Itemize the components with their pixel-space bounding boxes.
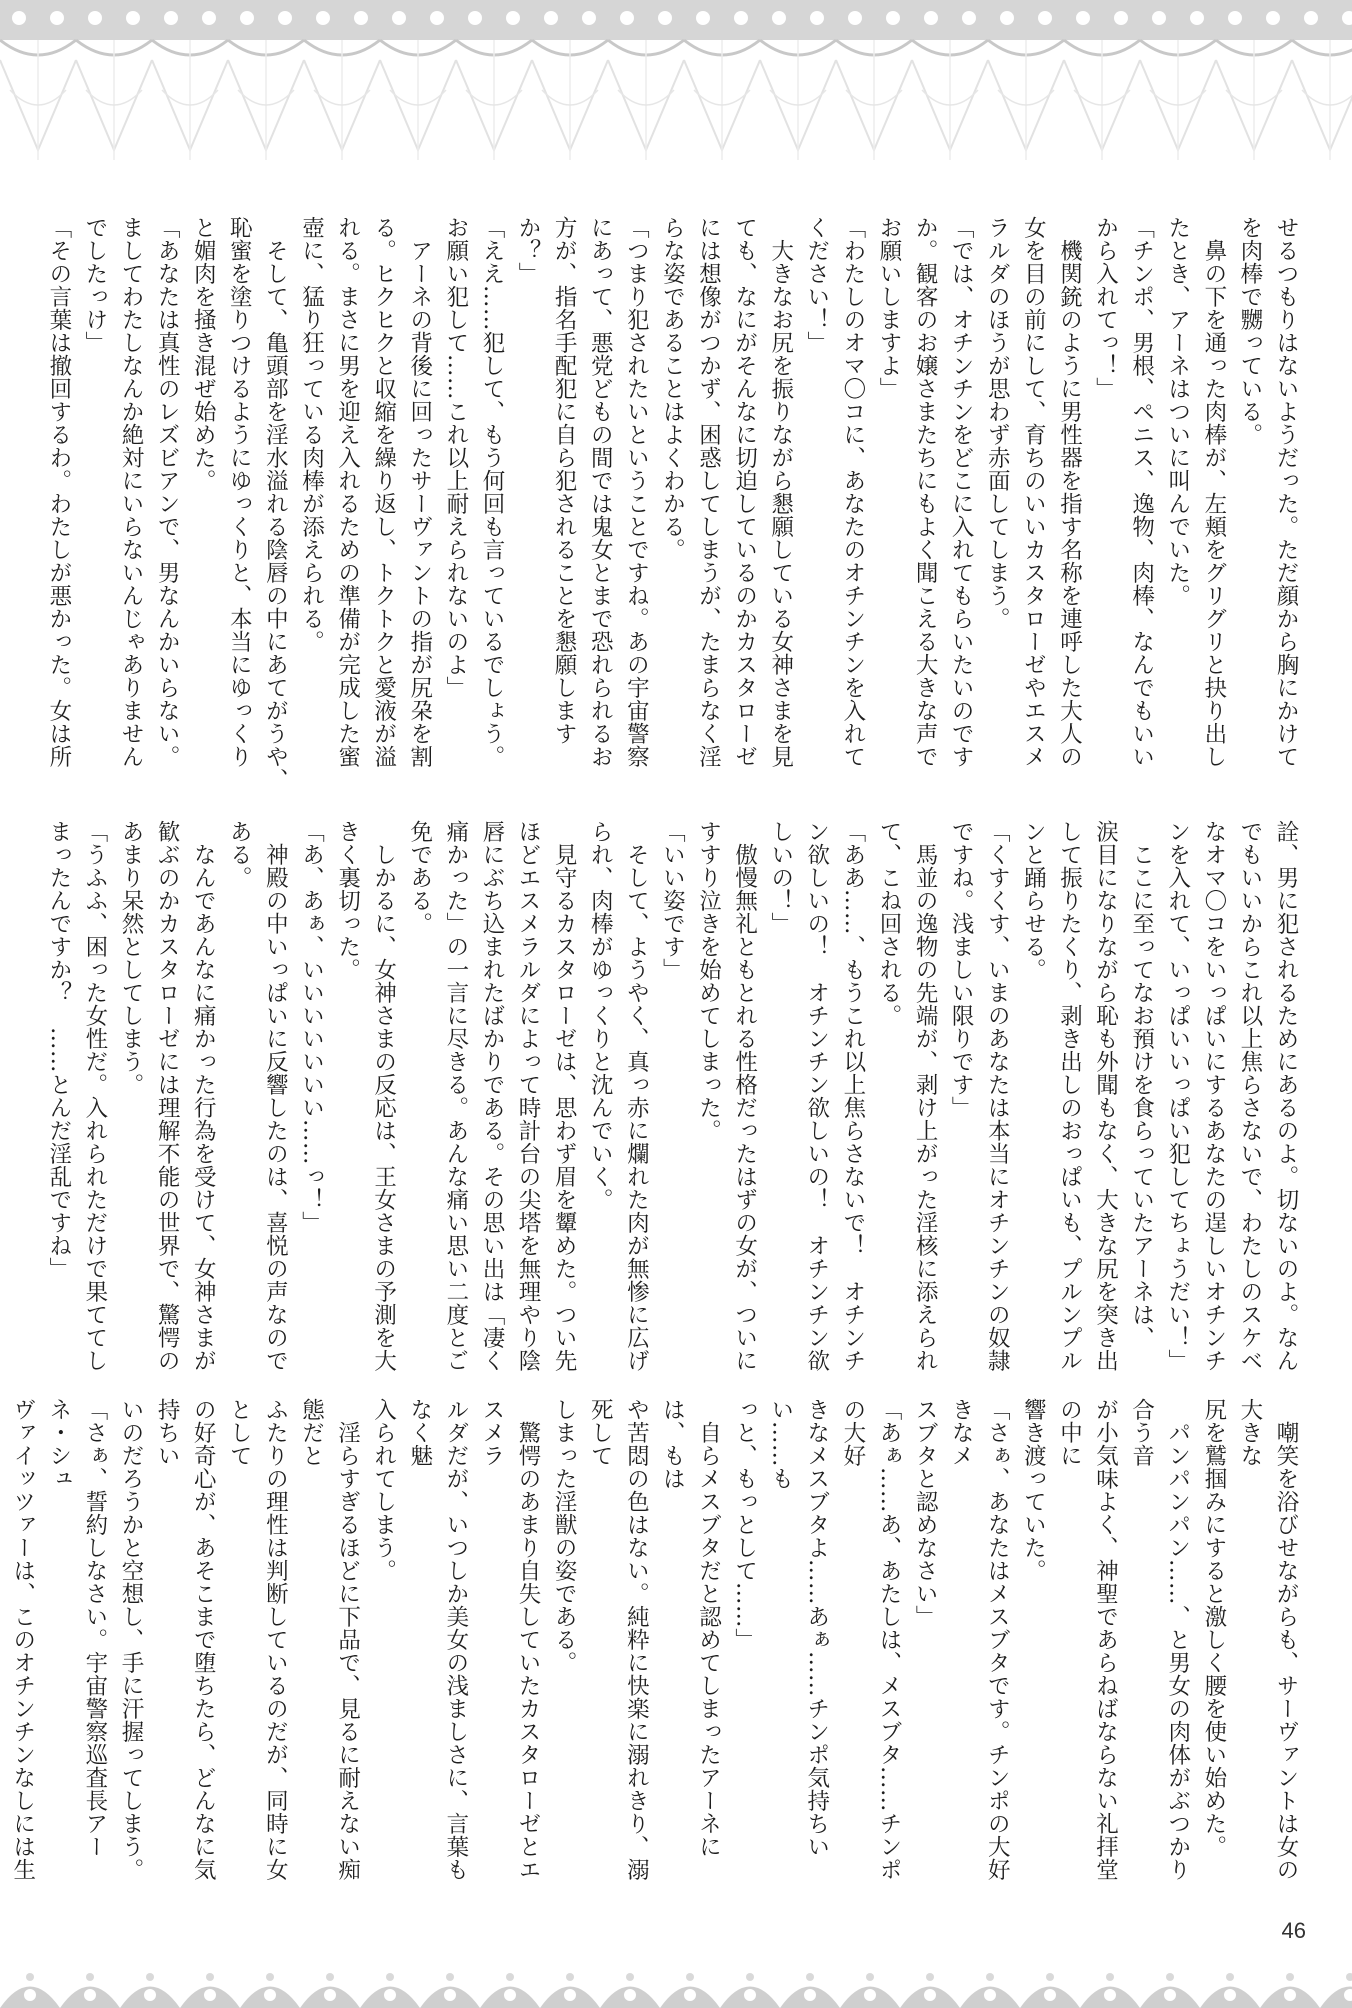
text-line: ても、なにがそんなに切迫しているのかカスタローゼ [731,216,758,768]
text-line: 「わたしのオマ〇コに、あなたのオチンチンを入れて [839,216,866,768]
text-line: 「ええ……犯して、もう何回も言っているでしょう。 [478,216,505,768]
text-line: 「ああ……、もうこれ以上焦らさないで！ オチンチ [839,820,866,1372]
text-line: なオマ〇コをいっぱいにするあなたの逞しいオチンチ [1200,820,1227,1372]
text-line: ラルダのほうが思わず赤面してしまう。 [984,216,1011,630]
text-line: ン欲しいの！ オチンチン欲しいの！ オチンチン欲 [803,820,830,1372]
text-line: ほどエスメラルダによって時計台の尖塔を無理やり陰 [515,820,542,1372]
text-line: 「では、オチンチンをどこに入れてもらいたいのです [948,216,975,768]
text-line: 「あなたは真性のレズビアンで、男なんかいらない。 [154,216,181,768]
text-line: らな姿であることはよくわかる。 [659,216,686,561]
text-line: ある。 [226,820,253,889]
text-line: 痛かった」の一言に尽きる。あんな痛い思い二度とご [442,820,469,1372]
text-line: 傲慢無礼ともとれる性格だったはずの女が、ついに [731,820,758,1372]
text-line: 「チンポ、男根、ペニス、逸物、肉棒、なんでもいい [1128,216,1155,768]
text-line: には想像がつかず、困惑してしまうが、たまらなく淫 [695,216,722,768]
text-line: か。観客のお嬢さまたちにもよく聞こえる大きな声で [912,216,939,768]
text-line: ください！」 [803,216,830,354]
text-line: られ、肉棒がゆっくりと沈んでいく。 [587,820,614,1211]
text-line: か？」 [515,216,542,285]
text-line: 淫らすぎるほどに下品で、見るに耐えない痴態だと [298,1398,361,1881]
text-line: 驚愕のあまり自失していたカスタローゼとエスメラ [478,1398,542,1881]
text-line: 馬並の逸物の先端が、剥け上がった淫核に添えられ [912,820,939,1372]
page-number: 46 [1281,1918,1306,1943]
text-line: から入れてっ！」 [1092,216,1119,400]
text-line: そして、亀頭部を淫水溢れる陰唇の中にあてがうや、 [262,216,289,791]
text-block-top [45,216,1304,831]
text-line: 女を目の前にして、育ちのいいカスタローゼやエスメ [1020,216,1047,768]
text-line: 神殿の中いっぱいに反響したのは、喜悦の声なので [262,820,289,1372]
text-line: アーネの背後に回ったサーヴァントの指が尻朶を割 [406,216,433,768]
text-line: あまり呆然としてしまう。 [118,820,144,1096]
text-line: して振りたくり、剥き出しのおっぱいも、プルンプル [1056,820,1083,1372]
text-line: 鼻の下を通った肉棒が、左頬をグリグリと抉り出し [1200,216,1227,768]
text-line: 「あ、あぁ、いいいいいいい……っ！」 [298,820,325,1234]
text-line: が小気味よく、神聖であらねばならない礼拝堂の中に [1056,1398,1119,1881]
text-line: でしたっけ」 [81,216,108,354]
text-line: 尻を鷲掴みにすると激しく腰を使い始めた。 [1200,1398,1227,1858]
text-line: まったんですか？ ……とんだ淫乱ですね」 [45,820,72,1280]
text-line: 免である。 [406,820,433,935]
text-line: や苦悶の色はない。純粋に快楽に溺れきり、溺死して [587,1398,650,1881]
text-line: すすり泣きを始めてしまった。 [695,820,722,1142]
text-line: たとき、アーネはついに叫んでいた。 [1164,216,1191,607]
text-line: を肉棒で嬲っている。 [1236,216,1263,446]
text-line: 「その言葉は撤回するわ。わたしが悪かった。女は所 [45,216,72,768]
text-line: 「うふふ、困った女性だ。入れられただけで果ててし [81,820,108,1372]
text-line: 唇にぶち込まれたばかりである。その思い出は「凄く [478,820,505,1372]
text-line: 見守るカスタローゼは、思わず眉を顰めた。つい先 [551,820,578,1372]
text-line: ここに至ってなお預けを食らっていたアーネは、 [1128,820,1155,1349]
text-line: る。ヒクヒクと収縮を繰り返し、トクトクと愛液が溢 [370,216,397,768]
text-line: せるつもりはないようだった。ただ顔から胸にかけて [1273,216,1299,768]
text-line: 響き渡っていた。 [1020,1398,1047,1582]
text-line: でもいいからこれ以上焦らさないで、わたしのスケベ [1236,820,1263,1372]
text-line: そして、ようやく、真っ赤に爛れた肉が無惨に広げ [623,820,650,1372]
text-line: 「さぁ、誓約しなさい。宇宙警察巡査長アーネ・シュ [45,1398,108,1858]
lace-border-top [0,0,1352,165]
text-line: 「あぁ……あ、あたしは、メスブタ……チンポの大好 [839,1398,902,1881]
text-line: と媚肉を掻き混ぜ始めた。 [190,216,217,492]
text-line: 大きなお尻を振りながら懇願している女神さまを見 [767,216,794,768]
text-line: きなメスブタよ……あぁ……チンポ気持ちいい……も [767,1398,830,1858]
text-line: 入られてしまう。 [370,1398,397,1582]
text-line: 歓ぶのかカスタローゼには理解不能の世界で、驚愕の [154,820,181,1372]
text-line: っと、もっとして……」 [731,1398,758,1651]
text-line: 涙目になりながら恥も外聞もなく、大きな尻を突き出 [1092,820,1119,1372]
text-line: ルダだが、いつしか美女の浅ましさに、言葉もなく魅 [406,1398,469,1881]
text-line: ンと踊らせる。 [1020,820,1047,981]
text-line: しいの！」 [767,820,794,935]
text-line: ですね。浅ましい限りです」 [948,820,975,1119]
text-line: しかるに、女神さまの反応は、王女さまの予測を大 [370,820,397,1372]
text-line: スブタと認めなさい」 [912,1398,939,1628]
text-line: 「いい姿です」 [659,820,686,981]
text-line: れる。まさに男を迎え入れるための準備が完成した蜜 [334,216,361,768]
text-line: 「さぁ、あなたはメスブタです。チンポの大好きなメ [948,1398,1011,1881]
text-line: お願いしますよ」 [875,216,902,400]
text-line: ふたりの理性は判断しているのだが、同時に女として [226,1398,289,1881]
text-line: 恥蜜を塗りつけるようにゆっくりと、本当にゆっくり [226,216,253,768]
text-line: 自らメスブタだと認めてしまったアーネには、もは [659,1398,722,1858]
text-line: て、こね回される。 [875,820,902,1027]
text-line: いのだろうかと空想し、手に汗握ってしまう。 [118,1398,144,1881]
text-line: 機関銃のように男性器を指す名称を連呼した大人の [1056,216,1083,768]
text-block-bottom [9,1398,1304,1898]
text-line: なんであんなに痛かった行為を受けて、女神さまが [190,820,217,1372]
lace-border-bottom [0,1955,1352,2008]
text-line: 嘲笑を浴びせながらも、サーヴァントは女の大きな [1236,1398,1299,1881]
text-line: ンを入れて、いっぱいいっぱい犯してちょうだい！」 [1164,820,1191,1372]
text-line: 詮、男に犯されるためにあるのよ。切ないのよ。なん [1273,820,1299,1372]
text-line: お願い犯して……これ以上耐えられないのよ」 [442,216,469,699]
text-line: の好奇心が、あそこまで堕ちたら、どんなに気持ちい [154,1398,217,1881]
text-line: ヴァイッツァーは、このオチンチンなしには生 [9,1398,36,1881]
text-line: 方が、指名手配犯に自ら犯されることを懇願します [551,216,578,745]
text-line: にあって、悪党どもの間では鬼女とまで恐れられるお [587,216,614,768]
text-block-middle [45,820,1304,1460]
text-line: 壺に、猛り狂っている肉棒が添えられる。 [298,216,325,653]
text-line: ましてわたしなんか絶対にいらないんじゃありません [118,216,144,768]
text-line: きく裏切った。 [334,820,361,981]
text-line: 「くすくす、いまのあなたは本当にオチンチンの奴隷 [984,820,1011,1372]
text-line: しまった淫獣の姿である。 [551,1398,578,1674]
text-line: パンパンパン……、と男女の肉体がぶつかり合う音 [1128,1398,1191,1881]
text-line: 「つまり犯されたいということですね。あの宇宙警察 [623,216,650,768]
